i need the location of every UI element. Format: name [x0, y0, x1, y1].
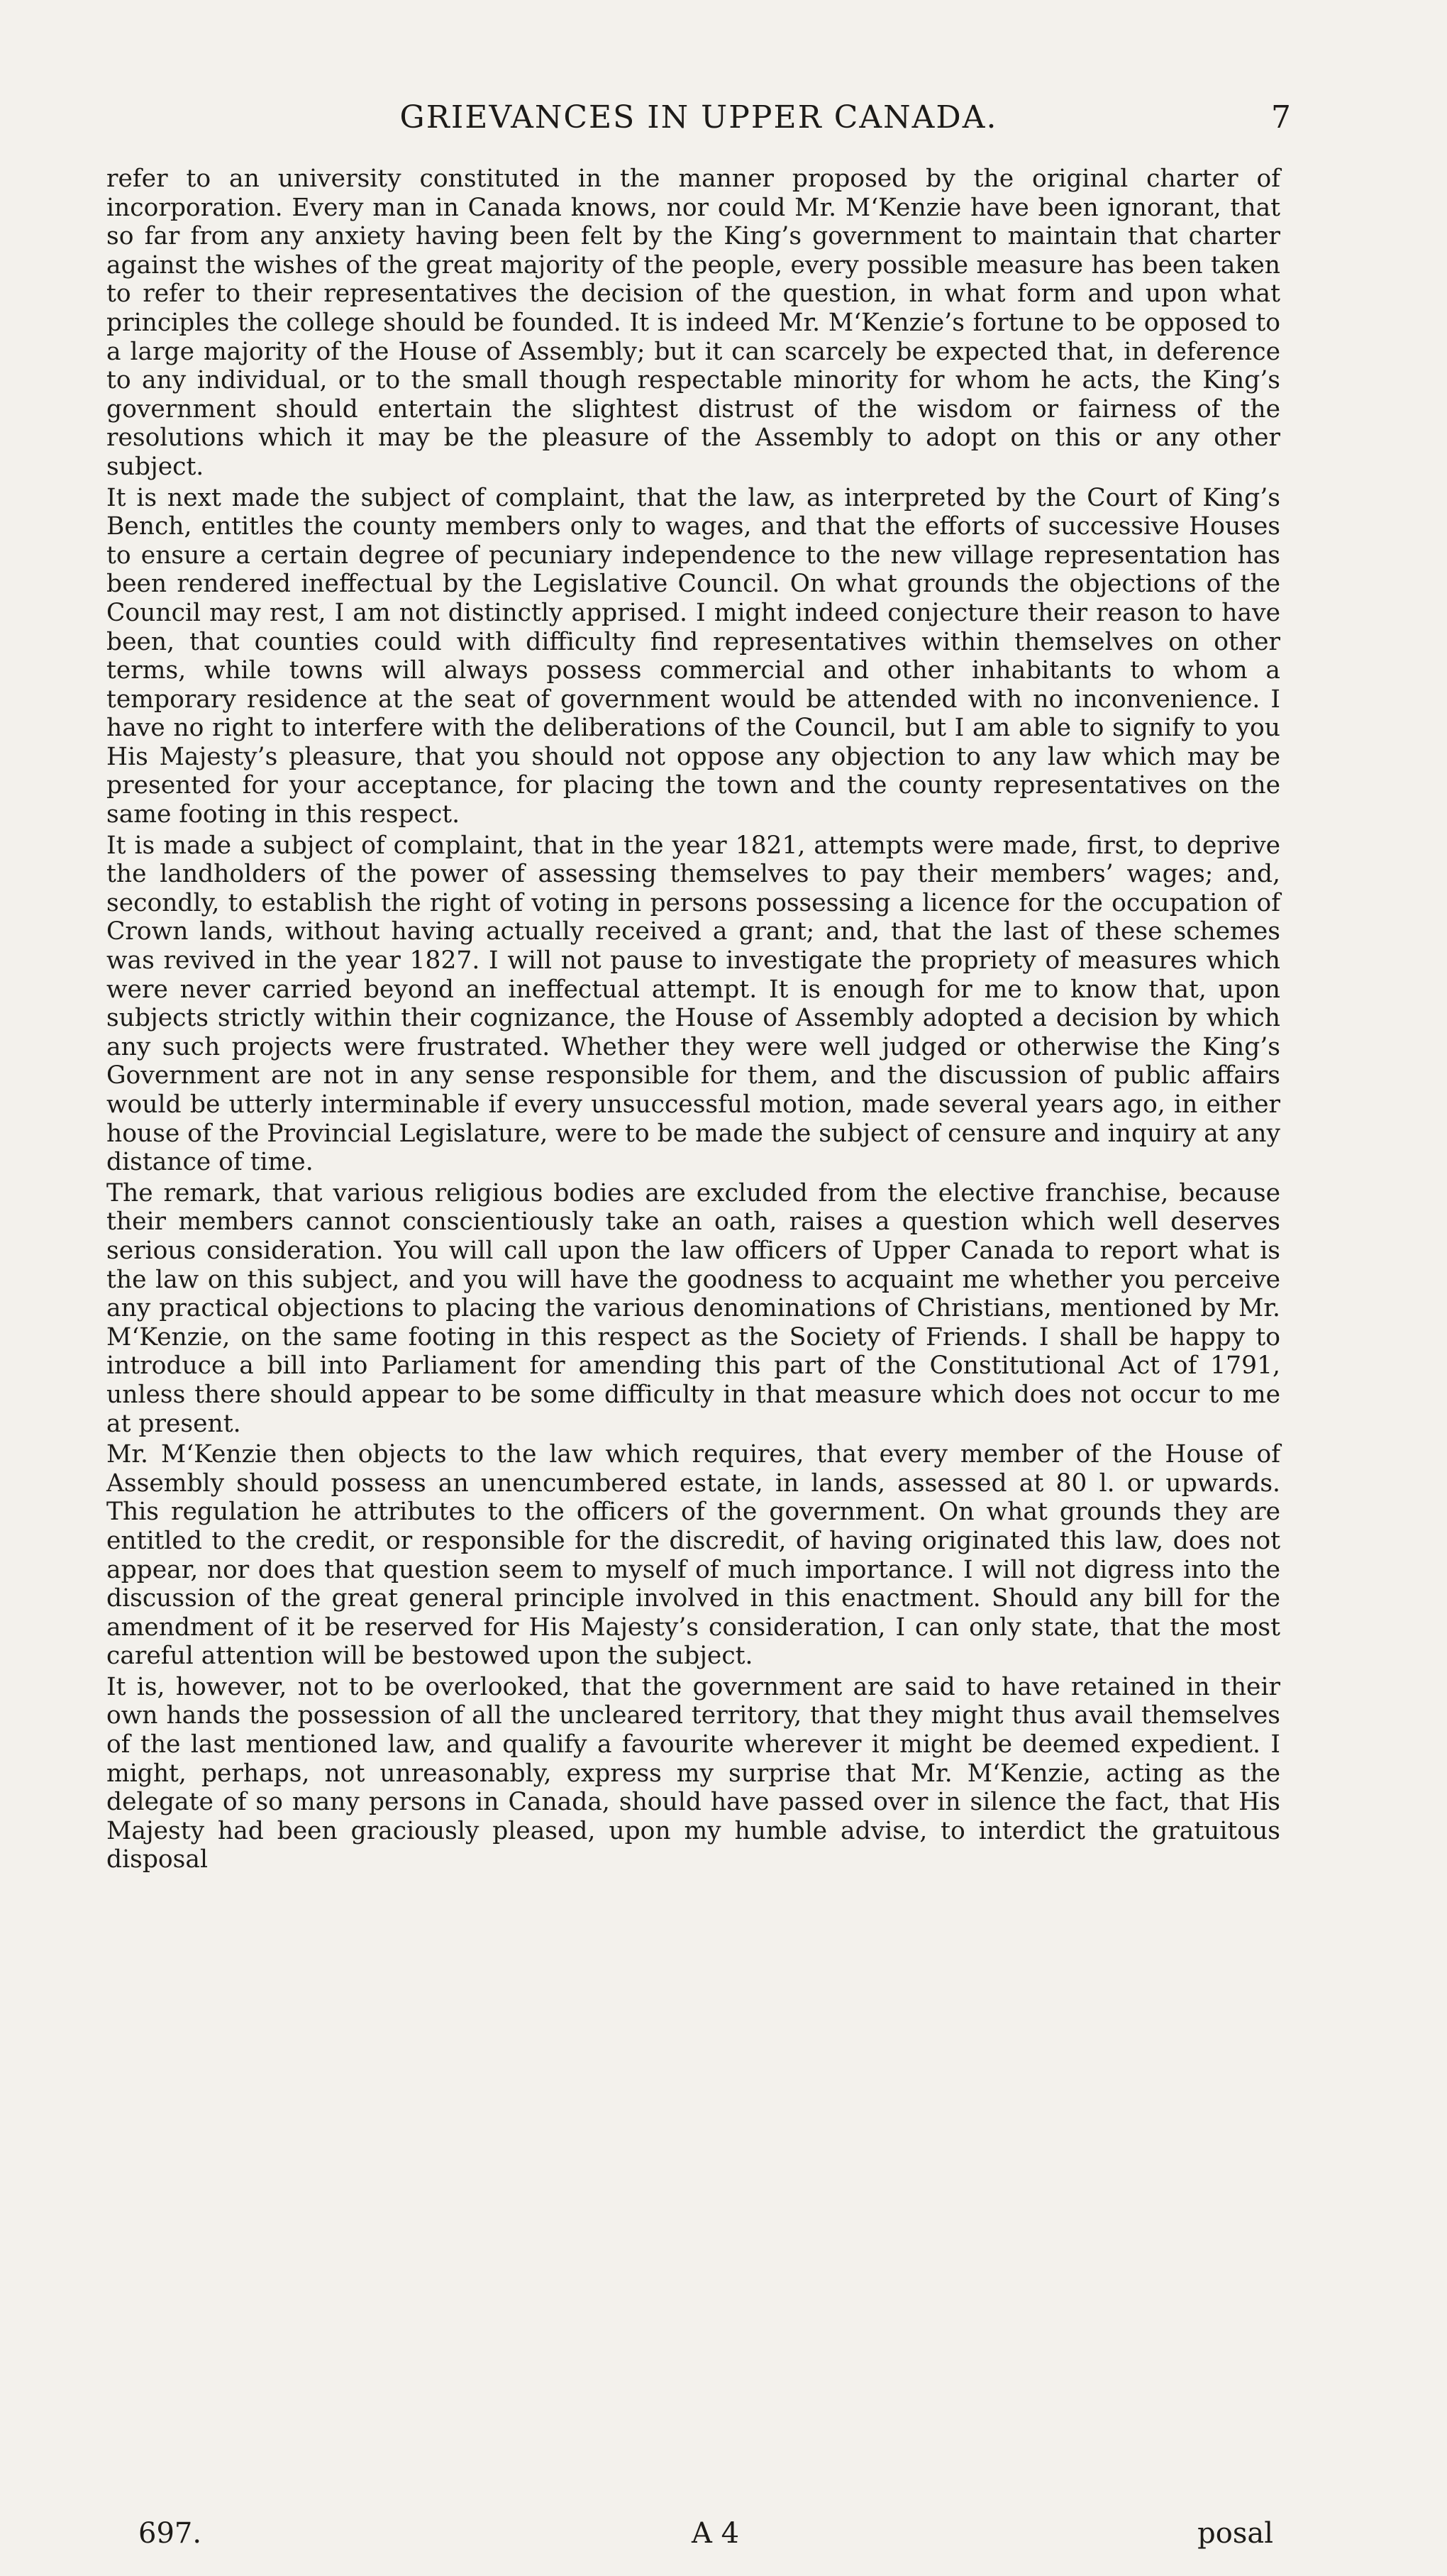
- paragraph: refer to an university constituted in the manner proposed by the original charter of incorporation. Every man in Canada knows, nor could Mr. M‘Kenzie have been ignorant, that so far from any anxiety having been felt by the King’s government to maintain that charter against the wishes of the great majority of the people, every possible measure has been taken to refer to their representatives the decision of the question, in what form and upon what principles the college should be founded. It is indeed Mr. M‘Kenzie’s fortune to be opposed to a large majority of the House of Assembly; but it can scarcely be expected that, in deference to any individual, or to the small though respectable minority for whom he acts, the King’s government should entertain the slightest distrust of the wisdom or fairness of the resolutions which it may be the pleasure of the Assembly to adopt on this or any other subject.: [106, 165, 1280, 481]
- paragraph: It is made a subject of complaint, that in the year 1821, attempts were made, first, to deprive the landholders of the power of assessing themselves to pay their members’ wages; and, secondly, to establish the right of voting in persons possessing a licence for the occupation of Crown lands, without having actually received a grant; and, that the last of these schemes was revived in the year 1827. I will not pause to investigate the propriety of measures which were never carried beyond an ineffectual attempt. It is enough for me to know that, upon subjects strictly within their cognizance, the House of Assembly adopted a decision by which any such projects were frustrated. Whether they were well judged or otherwise the King’s Government are not in any sense responsible for them, and the discussion of public affairs would be utterly interminable if every unsuccessful motion, made several years ago, in either house of the Provincial Legislature, were to be made the subject of censure and inquiry at any distance of time.: [106, 831, 1280, 1177]
- paragraph: The remark, that various religious bodies are excluded from the elective franchise, because their members cannot conscientiously take an oath, raises a question which well deserves serious consideration. You will call upon the law officers of Upper Canada to report what is the law on this subject, and you will have the goodness to acquaint me whether you perceive any practical objections to placing the various denominations of Christians, mentioned by Mr. M‘Kenzie, on the same footing in this respect as the Society of Friends. I shall be happy to introduce a bill into Parliament for amending this part of the Constitutional Act of 1791, unless there should appear to be some difficulty in that measure which does not occur to me at present.: [106, 1178, 1280, 1438]
- running-title: GRIEVANCES IN UPPER CANADA.: [399, 99, 998, 136]
- paragraph: Mr. M‘Kenzie then objects to the law which requires, that every member of the House of Assembly should possess an unencumbered estate, in lands, assessed at 80 l. or upwards. This regulation he attributes to the officers of the government. On what grounds they are entitled to the credit, or responsible for the discredit, of having originated this law, does not appear, nor does that question seem to myself of much importance. I will not digress into the discussion of the great general principle involved in this enactment. Should any bill for the amendment of it be reserved for His Majesty’s consideration, I can only state, that the most careful attention will be bestowed upon the subject.: [106, 1440, 1280, 1671]
- page-number: 7: [1271, 99, 1291, 136]
- page-footer: [138, 2517, 1273, 2560]
- paragraph: It is, however, not to be overlooked, that the government are said to have retained in their own hands the possession of all the uncleared territory, that they might thus avail themselves of the last mentioned law, and qualify a favourite wherever it might be deemed expedient. I might, perhaps, not unreasonably, express my surprise that Mr. M‘Kenzie, acting as the delegate of so many persons in Canada, should have passed over in silence the fact, that His Majesty had been graciously pleased, upon my humble advise, to interdict the gratuitous disposal: [106, 1672, 1280, 1874]
- footer-document-number: 697.: [138, 2517, 202, 2550]
- footer-catchword: posal: [1197, 2517, 1273, 2550]
- running-head: [106, 99, 1291, 156]
- paragraph: It is next made the subject of complaint, that the law, as interpreted by the Court of King’s Bench, entitles the county members only to wages, and that the efforts of successive Houses to ensure a certain degree of pecuniary independence to the new village representation has been rendered ineffectual by the Legislative Council. On what grounds the objections of the Council may rest, I am not distinctly apprised. I might indeed conjecture their reason to have been, that counties could with difficulty find representatives within themselves on other terms, while towns will always possess commercial and other inhabitants to whom a temporary residence at the seat of government would be attended with no inconvenience. I have no right to interfere with the deliberations of the Council, but I am able to signify to you His Majesty’s pleasure, that you should not oppose any objection to any law which may be presented for your acceptance, for placing the town and the county representatives on the same footing in this respect.: [106, 483, 1280, 829]
- body-text: [106, 165, 1280, 1876]
- footer-signature-mark: A 4: [692, 2517, 740, 2550]
